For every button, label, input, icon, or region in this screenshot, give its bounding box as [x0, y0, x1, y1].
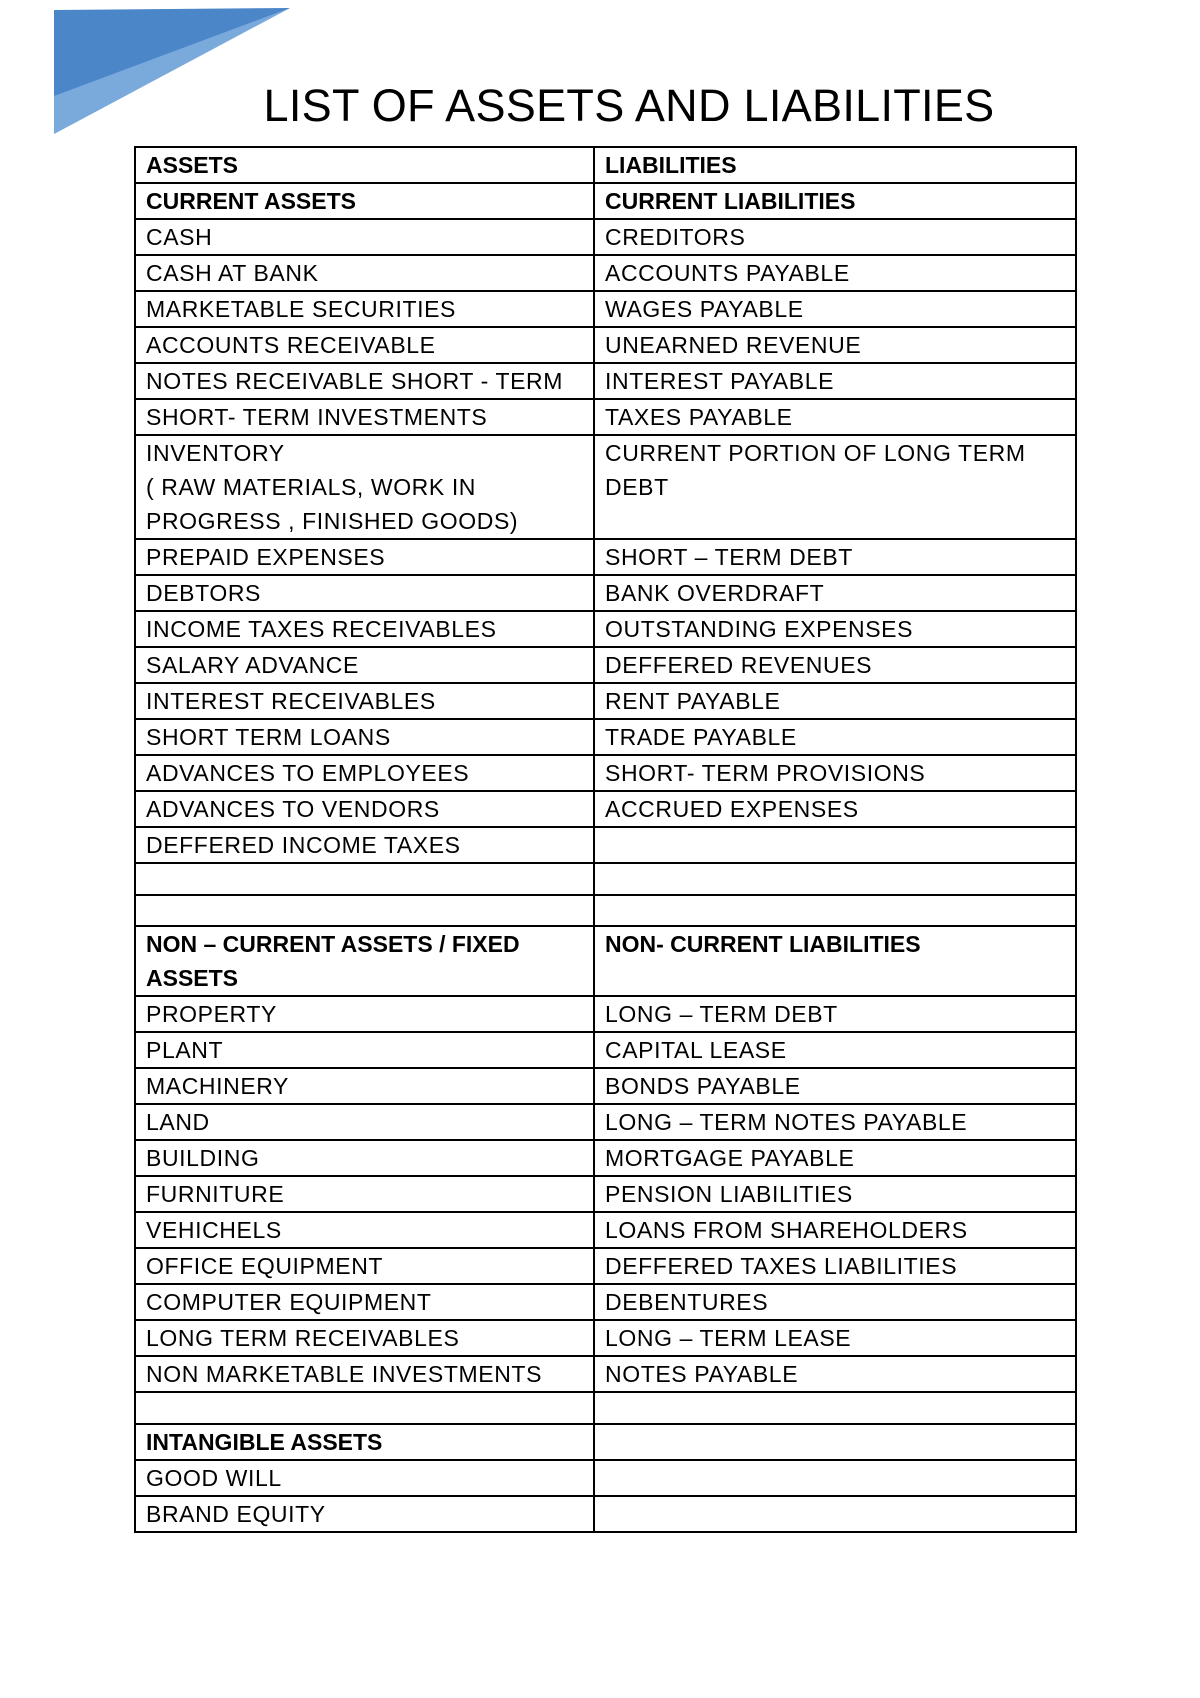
liability-cell: [594, 1460, 1076, 1496]
table-row: [135, 1068, 1076, 1104]
asset-cell: INTEREST RECEIVABLES: [135, 683, 594, 719]
liability-cell: BONDS PAYABLE: [594, 1068, 1076, 1104]
liability-cell: ACCRUED EXPENSES: [594, 791, 1076, 827]
asset-cell: ADVANCES TO VENDORS: [135, 791, 594, 827]
table-row: [135, 1356, 1076, 1392]
empty-cell: [135, 895, 594, 927]
table-header-row: [135, 147, 1076, 183]
liability-cell: DEFFERED REVENUES: [594, 647, 1076, 683]
current-assets-heading: CURRENT ASSETS: [135, 183, 594, 219]
intangible-assets-heading: INTANGIBLE ASSETS: [135, 1424, 594, 1460]
table-row: [135, 1212, 1076, 1248]
empty-cell: [594, 895, 1076, 927]
liability-cell: TRADE PAYABLE: [594, 719, 1076, 755]
asset-cell: LONG TERM RECEIVABLES: [135, 1320, 594, 1356]
table-row: [135, 1104, 1076, 1140]
asset-cell: CASH AT BANK: [135, 255, 594, 291]
empty-cell: [594, 1392, 1076, 1424]
liability-line: DEBT: [605, 474, 669, 500]
asset-cell: ADVANCES TO EMPLOYEES: [135, 755, 594, 791]
asset-cell: ACCOUNTS RECEIVABLE: [135, 327, 594, 363]
table-row: [135, 755, 1076, 791]
liability-cell-current-portion: [594, 435, 1076, 539]
liability-cell: BANK OVERDRAFT: [594, 575, 1076, 611]
liability-cell: CREDITORS: [594, 219, 1076, 255]
asset-cell: PREPAID EXPENSES: [135, 539, 594, 575]
assets-column-header: ASSETS: [135, 147, 594, 183]
liabilities-column-header: LIABILITIES: [594, 147, 1076, 183]
asset-cell: FURNITURE: [135, 1176, 594, 1212]
empty-cell: [135, 1392, 594, 1424]
asset-cell: GOOD WILL: [135, 1460, 594, 1496]
noncurrent-liabilities-heading: [594, 926, 1076, 996]
liability-cell: NOTES PAYABLE: [594, 1356, 1076, 1392]
liability-cell: CAPITAL LEASE: [594, 1032, 1076, 1068]
table-row: [135, 1460, 1076, 1496]
asset-cell: PLANT: [135, 1032, 594, 1068]
liability-cell: DEFFERED TAXES LIABILITIES: [594, 1248, 1076, 1284]
table-row-inventory: [135, 435, 1076, 539]
table-row: [135, 399, 1076, 435]
liability-line: CURRENT PORTION OF LONG TERM: [605, 440, 1026, 466]
section-header-intangible: [135, 1424, 1076, 1460]
table-row: [135, 1248, 1076, 1284]
table-row: [135, 291, 1076, 327]
asset-cell: BRAND EQUITY: [135, 1496, 594, 1532]
empty-cell: [135, 863, 594, 895]
intangible-liabilities-heading: [594, 1424, 1076, 1460]
asset-cell: DEFFERED INCOME TAXES: [135, 827, 594, 863]
asset-line: PROGRESS , FINISHED GOODS): [146, 508, 519, 534]
liability-cell: OUTSTANDING EXPENSES: [594, 611, 1076, 647]
table-row: [135, 791, 1076, 827]
asset-cell: COMPUTER EQUIPMENT: [135, 1284, 594, 1320]
liability-cell: UNEARNED REVENUE: [594, 327, 1076, 363]
asset-cell: SHORT TERM LOANS: [135, 719, 594, 755]
noncurrent-assets-heading: [135, 926, 594, 996]
liability-cell: [594, 1496, 1076, 1532]
table-row: [135, 1284, 1076, 1320]
liability-cell: LOANS FROM SHAREHOLDERS: [594, 1212, 1076, 1248]
table-row: [135, 255, 1076, 291]
table-row: [135, 647, 1076, 683]
asset-cell: INCOME TAXES RECEIVABLES: [135, 611, 594, 647]
asset-cell: LAND: [135, 1104, 594, 1140]
liability-cell: MORTGAGE PAYABLE: [594, 1140, 1076, 1176]
asset-line: ( RAW MATERIALS, WORK IN: [146, 474, 477, 500]
section-header-noncurrent: [135, 926, 1076, 996]
asset-cell-inventory: [135, 435, 594, 539]
asset-cell: OFFICE EQUIPMENT: [135, 1248, 594, 1284]
asset-line: INVENTORY: [146, 440, 285, 466]
table-row: [135, 363, 1076, 399]
section-header-current: [135, 183, 1076, 219]
table-row: [135, 327, 1076, 363]
empty-row: [135, 1392, 1076, 1424]
heading-line: ASSETS: [146, 965, 239, 992]
table-row: [135, 1176, 1076, 1212]
asset-cell: NON MARKETABLE INVESTMENTS: [135, 1356, 594, 1392]
empty-row: [135, 895, 1076, 927]
asset-cell: CASH: [135, 219, 594, 255]
asset-cell: SALARY ADVANCE: [135, 647, 594, 683]
liability-cell: [594, 827, 1076, 863]
table-row: [135, 219, 1076, 255]
assets-liabilities-table: [134, 146, 1077, 1533]
liability-cell: RENT PAYABLE: [594, 683, 1076, 719]
liability-cell: SHORT- TERM PROVISIONS: [594, 755, 1076, 791]
liability-cell: LONG – TERM NOTES PAYABLE: [594, 1104, 1076, 1140]
table-row: [135, 827, 1076, 863]
table-row: [135, 1320, 1076, 1356]
asset-cell: BUILDING: [135, 1140, 594, 1176]
asset-cell: MACHINERY: [135, 1068, 594, 1104]
liability-cell: WAGES PAYABLE: [594, 291, 1076, 327]
current-liabilities-heading: CURRENT LIABILITIES: [594, 183, 1076, 219]
table-row: [135, 539, 1076, 575]
liability-cell: LONG – TERM LEASE: [594, 1320, 1076, 1356]
table-row: [135, 611, 1076, 647]
table-row: [135, 996, 1076, 1032]
empty-cell: [594, 863, 1076, 895]
table-row: [135, 1496, 1076, 1532]
asset-cell: DEBTORS: [135, 575, 594, 611]
liability-cell: INTEREST PAYABLE: [594, 363, 1076, 399]
liability-cell: SHORT – TERM DEBT: [594, 539, 1076, 575]
asset-cell: VEHICHELS: [135, 1212, 594, 1248]
table-row: [135, 683, 1076, 719]
asset-cell: PROPERTY: [135, 996, 594, 1032]
empty-row: [135, 863, 1076, 895]
heading-line: NON- CURRENT LIABILITIES: [605, 931, 921, 958]
table-row: [135, 719, 1076, 755]
asset-cell: NOTES RECEIVABLE SHORT - TERM: [135, 363, 594, 399]
liability-cell: ACCOUNTS PAYABLE: [594, 255, 1076, 291]
liability-cell: LONG – TERM DEBT: [594, 996, 1076, 1032]
heading-line: NON – CURRENT ASSETS / FIXED: [146, 931, 520, 958]
asset-cell: MARKETABLE SECURITIES: [135, 291, 594, 327]
table-row: [135, 575, 1076, 611]
asset-cell: SHORT- TERM INVESTMENTS: [135, 399, 594, 435]
table-row: [135, 1032, 1076, 1068]
table-row: [135, 1140, 1076, 1176]
page-title: LIST OF ASSETS AND LIABILITIES: [263, 80, 995, 131]
liability-cell: TAXES PAYABLE: [594, 399, 1076, 435]
liability-cell: DEBENTURES: [594, 1284, 1076, 1320]
liability-cell: PENSION LIABILITIES: [594, 1176, 1076, 1212]
